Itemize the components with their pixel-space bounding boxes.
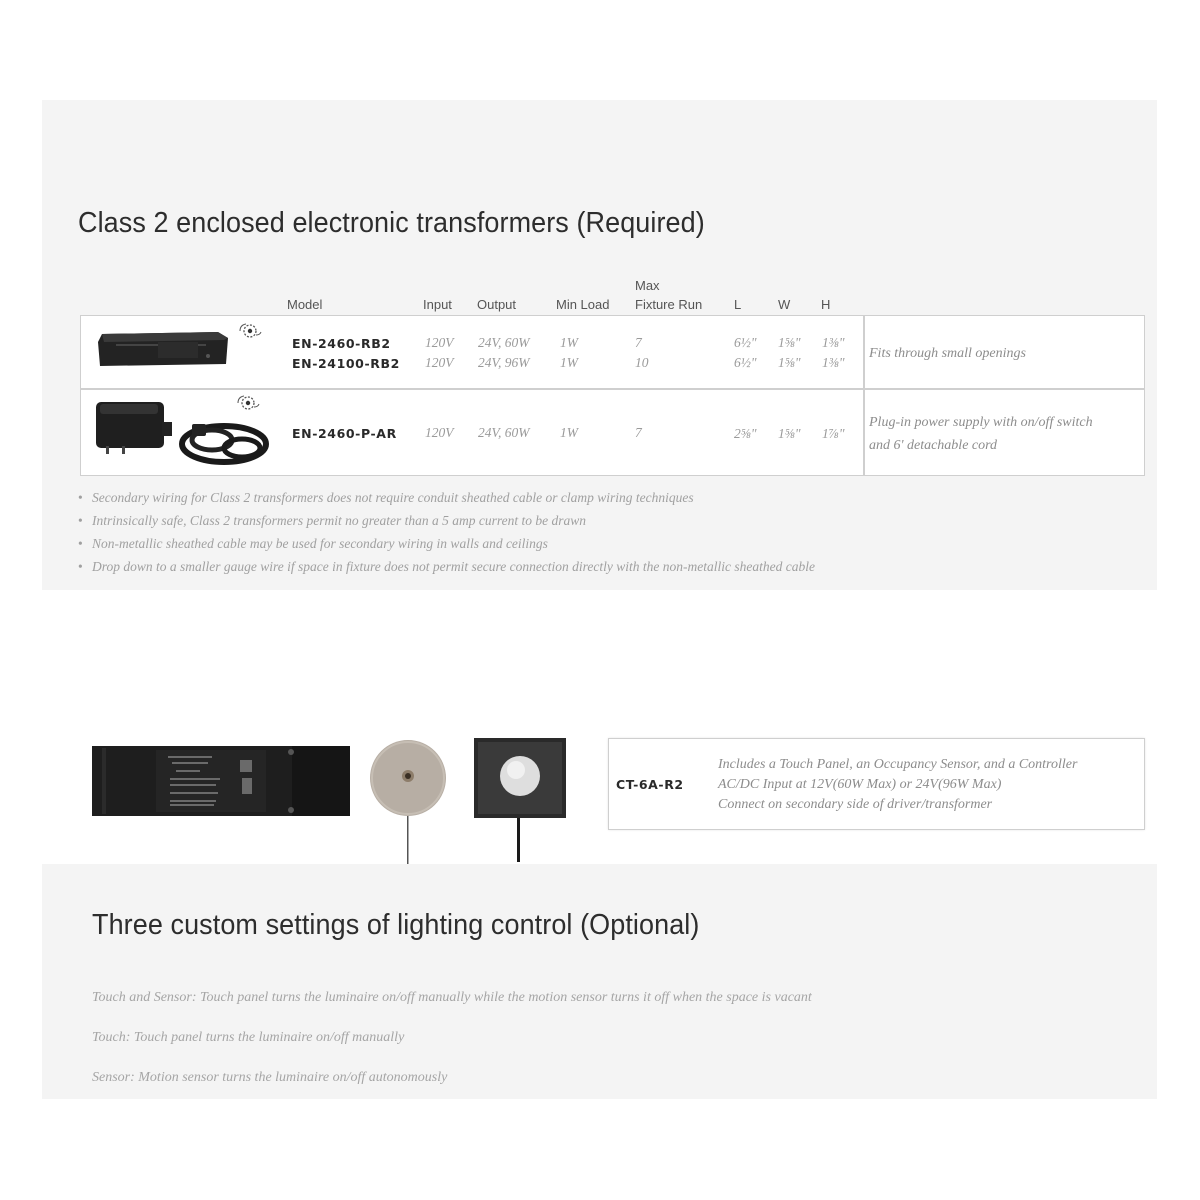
row-note-line-1: Plug-in power supply with on/off switch xyxy=(869,415,1093,430)
control-kit-description-line-2: AC/DC Input at 12V(60W Max) or 24V(96W Max) xyxy=(718,777,1002,792)
cell-output: 24V, 96W xyxy=(478,355,530,370)
cell-width: 1⅝" xyxy=(778,426,801,441)
cell-width: 1⅝" xyxy=(778,355,801,370)
column-header-w: W xyxy=(778,297,791,312)
enclosed-transformer-image xyxy=(96,330,230,368)
section-title-transformers: Class 2 enclosed electronic transformers (Required) xyxy=(78,207,705,239)
cell-min-load: 1W xyxy=(560,425,578,440)
ul-listed-icon xyxy=(238,321,262,341)
cell-length: 6½" xyxy=(734,335,757,350)
bullet-icon: • xyxy=(78,536,83,551)
bullet-icon: • xyxy=(78,513,83,528)
bullet-icon: • xyxy=(78,559,83,574)
column-header-input: Input xyxy=(423,297,452,312)
cell-input: 120V xyxy=(425,425,454,440)
list-item: • Intrinsically safe, Class 2 transformers permit no greater than a 5 amp current to be drawn xyxy=(78,509,815,532)
column-header-l: L xyxy=(734,297,742,312)
cell-length: 6½" xyxy=(734,355,757,370)
list-item: • Non-metallic sheathed cable may be used for secondary wiring in walls and ceilings xyxy=(78,532,815,555)
setting-touch-and-sensor: Touch and Sensor: Touch panel turns the luminaire on/off manually while the motion sensor turns it off when the space is vacant xyxy=(92,990,812,1005)
row-note-line-2: and 6' detachable cord xyxy=(869,438,998,453)
cell-input: 120V xyxy=(425,355,454,370)
cell-height: 1⅜" xyxy=(822,335,845,350)
model-en-24100-rb2: EN-24100-RB2 xyxy=(292,356,400,371)
column-header-fixture-run: Fixture Run xyxy=(635,297,703,312)
cell-min-load: 1W xyxy=(560,355,578,370)
column-header-output: Output xyxy=(477,297,517,312)
cell-output: 24V, 60W xyxy=(478,335,530,350)
column-divider xyxy=(863,316,865,475)
list-item: • Drop down to a smaller gauge wire if space in fixture does not permit secure connection directly with the non-metallic sheathed cable xyxy=(78,555,815,578)
ul-listed-icon xyxy=(236,393,260,413)
control-kit-description-line-3: Connect on secondary side of driver/transformer xyxy=(718,797,993,812)
bullet-icon: • xyxy=(78,490,83,505)
list-item: • Secondary wiring for Class 2 transformers does not require conduit sheathed cable or clamp wiring techniques xyxy=(78,486,815,509)
cell-height: 1⅞" xyxy=(822,426,845,441)
model-en-2460-p-ar: EN-2460-P-AR xyxy=(292,426,397,441)
column-header-h: H xyxy=(821,297,831,312)
column-header-model: Model xyxy=(287,297,323,312)
transformer-notes-list xyxy=(78,486,815,578)
model-ct-6a-r2: CT-6A-R2 xyxy=(616,777,684,792)
cell-width: 1⅝" xyxy=(778,335,801,350)
column-header-max-line1: Max xyxy=(635,278,660,293)
cell-max-fixture-run: 7 xyxy=(635,425,642,440)
lighting-control-section-panel xyxy=(42,864,1157,1099)
cell-height: 1⅜" xyxy=(822,355,845,370)
setting-touch: Touch: Touch panel turns the luminaire on/off manually xyxy=(92,1030,405,1045)
cell-min-load: 1W xyxy=(560,335,578,350)
controller-image xyxy=(92,744,352,818)
occupancy-sensor-image xyxy=(472,736,568,864)
row-note: Fits through small openings xyxy=(869,346,1026,361)
control-kit-description-line-1: Includes a Touch Panel, an Occupancy Sensor, and a Controller xyxy=(718,757,1078,772)
cell-output: 24V, 60W xyxy=(478,425,530,440)
setting-sensor: Sensor: Motion sensor turns the luminaire on/off autonomously xyxy=(92,1070,448,1085)
cell-max-fixture-run: 7 xyxy=(635,335,642,350)
column-header-min-load: Min Load xyxy=(556,297,610,312)
cell-length: 2⅝" xyxy=(734,426,757,441)
model-en-2460-rb2: EN-2460-RB2 xyxy=(292,336,391,351)
cell-input: 120V xyxy=(425,335,454,350)
cell-max-fixture-run: 10 xyxy=(635,355,649,370)
touch-panel-image xyxy=(368,738,452,866)
row-divider xyxy=(81,388,1144,390)
control-kit-spec-box xyxy=(608,738,1145,830)
section-title-lighting-control: Three custom settings of lighting control (Optional) xyxy=(92,909,700,941)
